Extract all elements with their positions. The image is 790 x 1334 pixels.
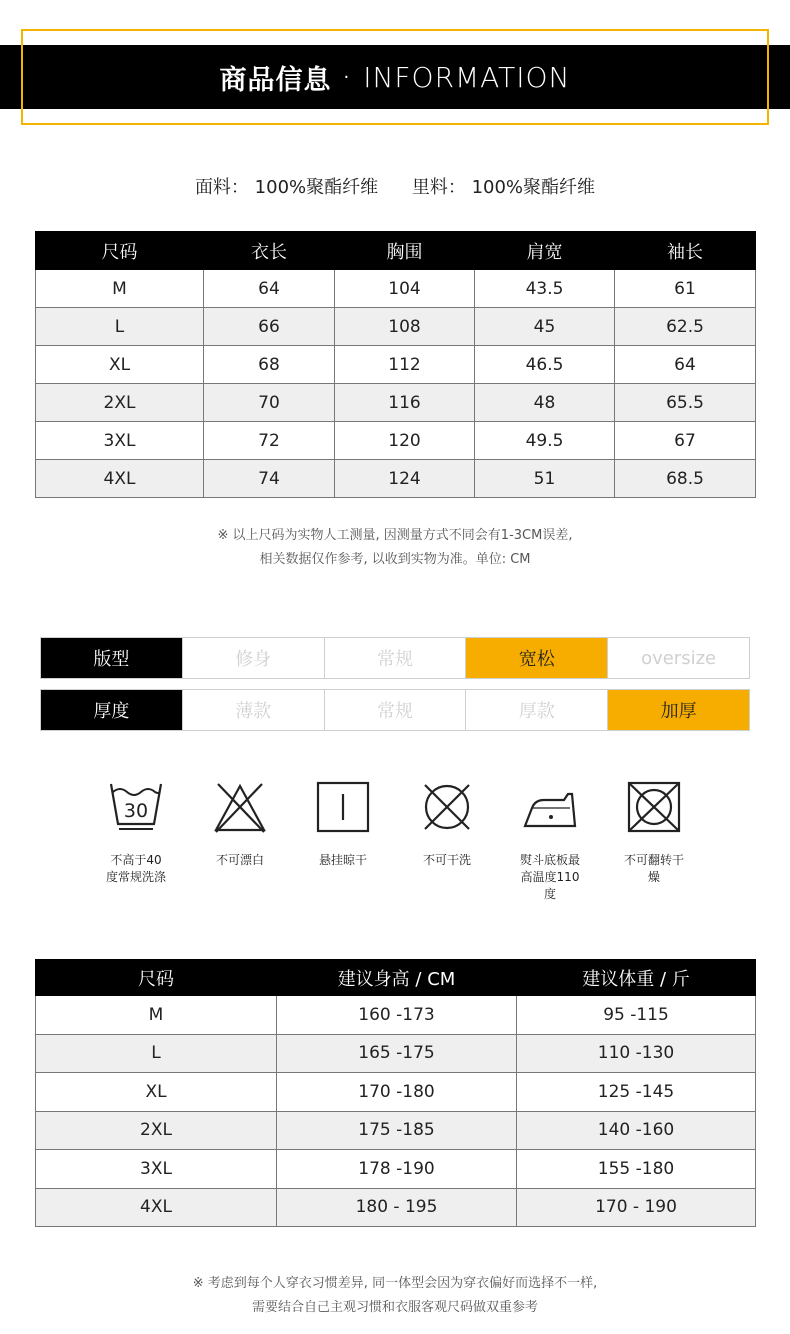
table-cell: 170 - 190 (517, 1188, 756, 1227)
table-cell: 165 -175 (277, 1034, 517, 1073)
table-cell: 2XL (36, 1111, 277, 1150)
care-caption-line: 不可漂白 (215, 853, 264, 867)
no-tumble-dry-icon (626, 780, 682, 834)
thickness-option-thin: 薄款 (182, 690, 324, 730)
hang-dry-icon (315, 780, 371, 834)
wash-30-icon (108, 780, 164, 834)
recommend-note (0, 1272, 790, 1320)
care-caption-line: 高温度110 (520, 870, 580, 884)
fit-option-oversize: oversize (607, 638, 749, 678)
page-title (0, 45, 790, 109)
iron-low-icon (522, 780, 578, 834)
table-cell: 2XL (36, 384, 204, 422)
table-cell: 104 (335, 270, 475, 308)
table-cell: 74 (204, 460, 335, 498)
header-cell: 袖长 (615, 232, 756, 270)
table-cell: 65.5 (615, 384, 756, 422)
table-cell: 62.5 (615, 308, 756, 346)
care-item (614, 780, 694, 886)
table-cell: 64 (615, 346, 756, 384)
table-cell: XL (36, 1073, 277, 1112)
table-row (36, 270, 756, 308)
header-cell: 肩宽 (475, 232, 615, 270)
fit-bar (40, 637, 750, 679)
table-cell: 110 -130 (517, 1034, 756, 1073)
no-dry-clean-icon (419, 780, 475, 834)
care-caption (200, 852, 280, 869)
table-cell: 66 (204, 308, 335, 346)
table-row (36, 1150, 756, 1189)
care-item (200, 780, 280, 869)
care-caption-line: 燥 (647, 870, 660, 884)
header-cell: 尺码 (36, 232, 204, 270)
table-cell: 4XL (36, 1188, 277, 1227)
care-caption-line: 悬挂晾干 (318, 853, 367, 867)
table-row (36, 384, 756, 422)
table-cell: 48 (475, 384, 615, 422)
table-row (36, 996, 756, 1035)
fabric-outer: 面料： 100%聚酯纤维 (194, 177, 379, 198)
table-cell: M (36, 996, 277, 1035)
size-table-header (36, 232, 756, 270)
table-cell: 67 (615, 422, 756, 460)
table-cell: 125 -145 (517, 1073, 756, 1112)
care-item (303, 780, 383, 869)
fabric-info (0, 173, 790, 199)
table-cell: 68.5 (615, 460, 756, 498)
table-cell: 64 (204, 270, 335, 308)
care-caption-line: 熨斗底板最 (519, 853, 580, 867)
care-caption (510, 852, 590, 903)
table-row (36, 460, 756, 498)
table-cell: 61 (615, 270, 756, 308)
fit-label: 版型 (41, 638, 182, 678)
table-cell: 112 (335, 346, 475, 384)
table-row (36, 1034, 756, 1073)
table-cell: 160 -173 (277, 996, 517, 1035)
table-cell: 45 (475, 308, 615, 346)
table-cell: 3XL (36, 1150, 277, 1189)
recommend-table (35, 959, 756, 1227)
recommend-note-line: 需要结合自己主观习惯和衣服客观尺码做双重参考 (251, 1300, 538, 1315)
table-cell: 175 -185 (277, 1111, 517, 1150)
care-item (96, 780, 176, 886)
table-cell: XL (36, 346, 204, 384)
table-cell: L (36, 308, 204, 346)
thickness-option-regular: 常规 (324, 690, 466, 730)
care-caption (303, 852, 383, 869)
table-cell: 180 - 195 (277, 1188, 517, 1227)
header-cell: 建议身高 / CM (277, 960, 517, 996)
table-row (36, 422, 756, 460)
table-cell: 4XL (36, 460, 204, 498)
care-caption-line: 不高于40 (110, 853, 162, 867)
fabric-lining: 里料： 100%聚酯纤维 (411, 177, 596, 198)
wash-temp-label: 30 (123, 800, 149, 822)
table-cell: 155 -180 (517, 1150, 756, 1189)
table-cell: M (36, 270, 204, 308)
table-cell: 3XL (36, 422, 204, 460)
title-separator: · (343, 66, 350, 88)
fit-option-regular: 常规 (324, 638, 466, 678)
thickness-option-extra-thick: 加厚 (607, 690, 749, 730)
table-cell: 43.5 (475, 270, 615, 308)
table-row (36, 308, 756, 346)
header-cell: 建议体重 / 斤 (517, 960, 756, 996)
table-cell: 49.5 (475, 422, 615, 460)
thickness-label: 厚度 (41, 690, 182, 730)
table-cell: 108 (335, 308, 475, 346)
care-caption-line: 度常规洗涤 (105, 870, 166, 884)
table-cell: 95 -115 (517, 996, 756, 1035)
table-cell: 124 (335, 460, 475, 498)
title-cn: 商品信息 (219, 64, 332, 96)
table-cell: 46.5 (475, 346, 615, 384)
table-cell: 116 (335, 384, 475, 422)
care-caption-line: 不可干洗 (422, 853, 471, 867)
table-cell: 72 (204, 422, 335, 460)
header-cell: 尺码 (36, 960, 277, 996)
table-cell: 178 -190 (277, 1150, 517, 1189)
size-note-line: 相关数据仅作参考, 以收到实物为准。单位: CM (259, 552, 531, 567)
table-cell: L (36, 1034, 277, 1073)
care-caption (614, 852, 694, 886)
table-row (36, 1073, 756, 1112)
header-cell: 胸围 (335, 232, 475, 270)
table-cell: 51 (475, 460, 615, 498)
size-table (35, 231, 756, 498)
care-caption-line: 度 (543, 887, 556, 901)
table-cell: 140 -160 (517, 1111, 756, 1150)
care-caption (96, 852, 176, 886)
thickness-bar (40, 689, 750, 731)
recommend-note-line: ※ 考虑到每个人穿衣习惯差异, 同一体型会因为穿衣偏好而选择不一样, (192, 1276, 598, 1291)
care-caption (407, 852, 487, 869)
no-bleach-icon (212, 780, 268, 834)
fit-option-loose: 宽松 (465, 638, 607, 678)
size-note (0, 524, 790, 572)
table-cell: 120 (335, 422, 475, 460)
table-row (36, 1188, 756, 1227)
fit-option-slim: 修身 (182, 638, 324, 678)
recommend-table-header (36, 960, 756, 996)
size-note-line: ※ 以上尺码为实物人工测量, 因测量方式不同会有1-3CM误差, (217, 528, 573, 543)
table-cell: 170 -180 (277, 1073, 517, 1112)
thickness-option-thick: 厚款 (465, 690, 607, 730)
table-row (36, 346, 756, 384)
title-en: INFORMATION (363, 60, 571, 94)
table-cell: 70 (204, 384, 335, 422)
care-caption-line: 不可翻转干 (623, 853, 684, 867)
table-cell: 68 (204, 346, 335, 384)
table-row (36, 1111, 756, 1150)
header-cell: 衣长 (204, 232, 335, 270)
care-item (510, 780, 590, 903)
care-item (407, 780, 487, 869)
